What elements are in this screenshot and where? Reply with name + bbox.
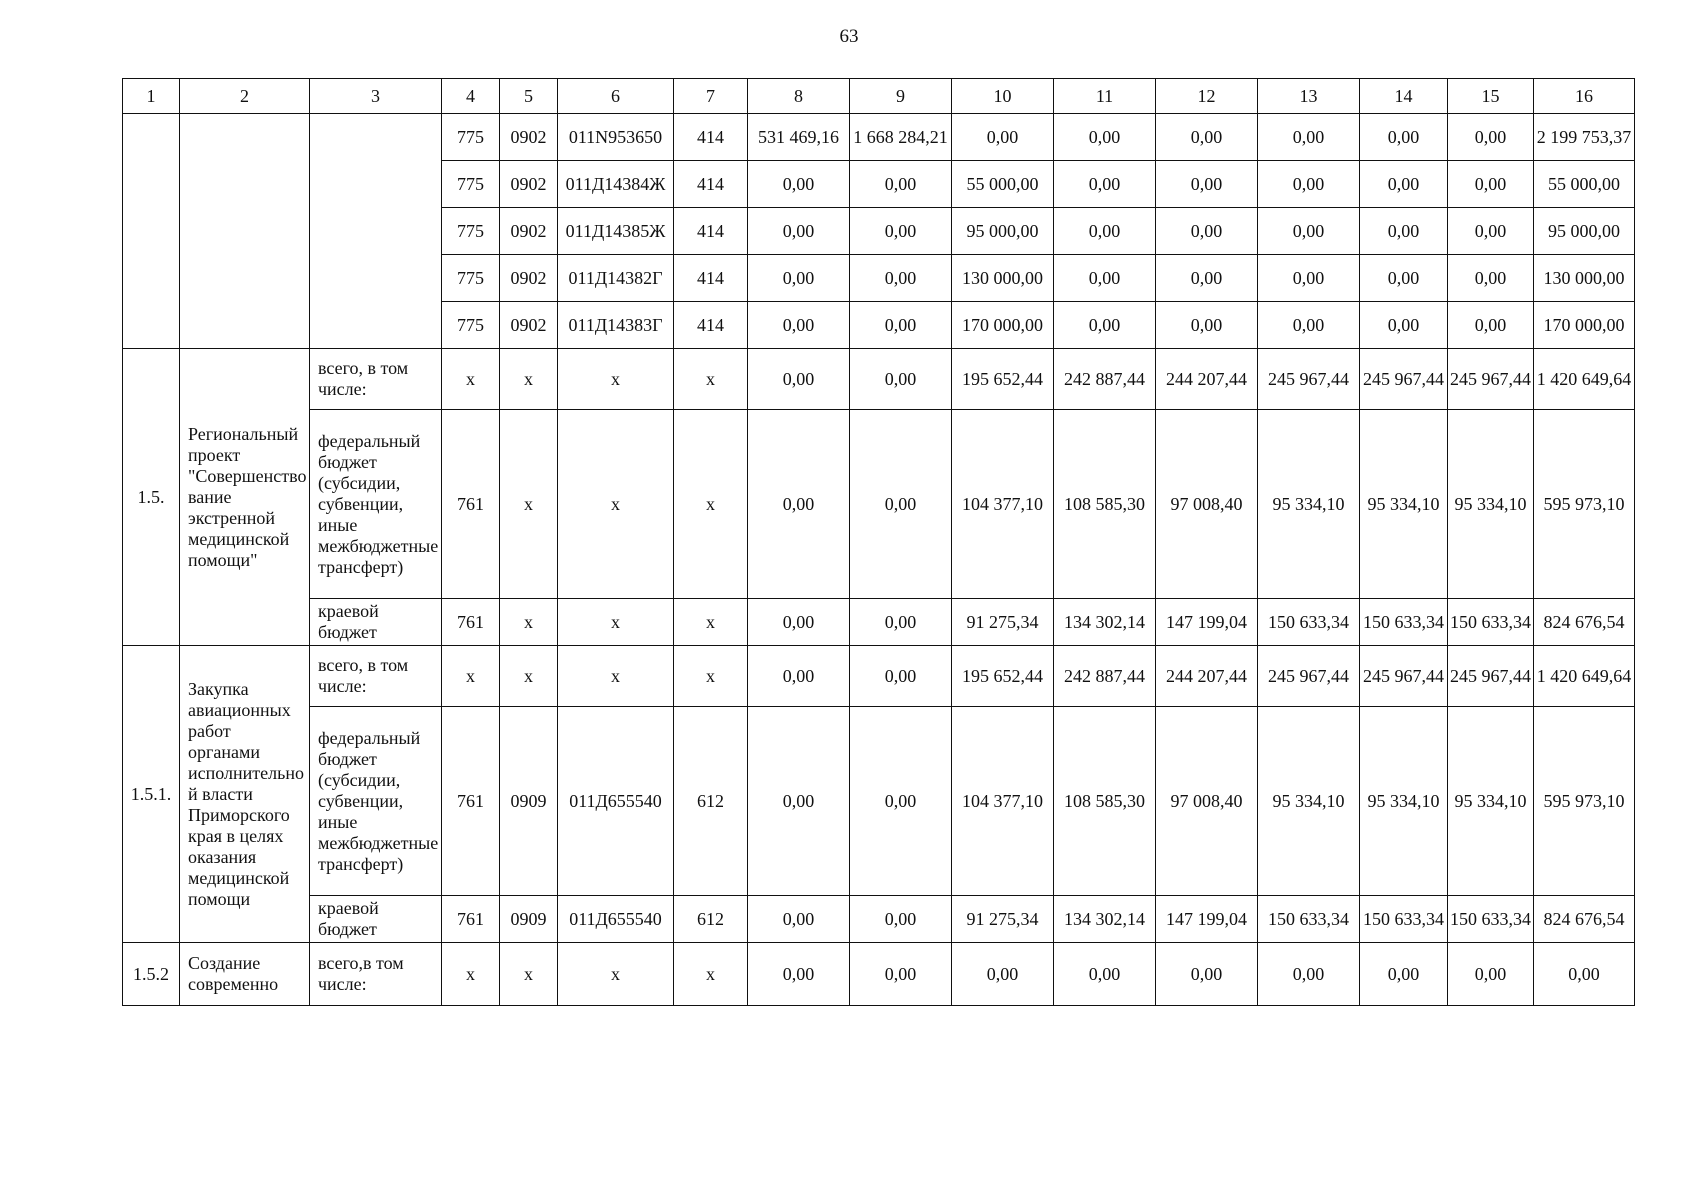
section-code-cell: х	[500, 599, 558, 646]
amount-cell: 595 973,10	[1534, 707, 1635, 896]
table-row	[123, 410, 1635, 599]
expense-type-cell: х	[674, 410, 748, 599]
amount-cell: 0,00	[1360, 114, 1448, 161]
funding-source-cell: федеральный бюджет (субсидии, субвенции, иные межбюджетные трансферт)	[310, 410, 442, 599]
amount-cell: 0,00	[850, 161, 952, 208]
amount-cell: 150 633,34	[1448, 599, 1534, 646]
amount-cell: 0,00	[1448, 161, 1534, 208]
target-code-cell: 011Д655540	[558, 896, 674, 943]
section-code-cell: х	[500, 410, 558, 599]
ministry-code-cell: х	[442, 349, 500, 410]
target-code-cell: 011N953650	[558, 114, 674, 161]
header-cell: 5	[500, 79, 558, 114]
target-code-cell: 011Д14385Ж	[558, 208, 674, 255]
amount-cell: 95 334,10	[1258, 707, 1360, 896]
target-code-cell: 011Д14383Г	[558, 302, 674, 349]
header-cell: 11	[1054, 79, 1156, 114]
funding-source-cell: федеральный бюджет (субсидии, субвенции, иные межбюджетные трансферт)	[310, 707, 442, 896]
expense-type-cell: 414	[674, 208, 748, 255]
amount-cell: 0,00	[850, 896, 952, 943]
amount-cell: 0,00	[1156, 114, 1258, 161]
amount-cell: 0,00	[748, 896, 850, 943]
funding-source-cell: краевой бюджет	[310, 896, 442, 943]
amount-cell: 0,00	[1360, 302, 1448, 349]
amount-cell: 0,00	[748, 302, 850, 349]
amount-cell: 0,00	[850, 349, 952, 410]
amount-cell: 0,00	[850, 410, 952, 599]
ministry-code-cell: 775	[442, 161, 500, 208]
amount-cell: 0,00	[1448, 302, 1534, 349]
amount-cell: 0,00	[850, 208, 952, 255]
amount-cell: 0,00	[1258, 255, 1360, 302]
amount-cell: 55 000,00	[1534, 161, 1635, 208]
expense-type-cell: 414	[674, 302, 748, 349]
amount-cell: 0,00	[1360, 208, 1448, 255]
header-cell: 3	[310, 79, 442, 114]
amount-cell: 0,00	[1448, 255, 1534, 302]
expense-type-cell: 612	[674, 707, 748, 896]
table-row	[123, 943, 1635, 1006]
amount-cell: 0,00	[1054, 114, 1156, 161]
expense-type-cell: 612	[674, 896, 748, 943]
amount-cell: 245 967,44	[1258, 646, 1360, 707]
amount-cell: 0,00	[748, 707, 850, 896]
amount-cell: 0,00	[850, 707, 952, 896]
row-number-cell: 1.5.1.	[123, 646, 180, 943]
amount-cell: 150 633,34	[1258, 896, 1360, 943]
amount-cell: 0,00	[1360, 161, 1448, 208]
amount-cell: 0,00	[1534, 943, 1635, 1006]
amount-cell: 0,00	[850, 302, 952, 349]
funding-source-cell: всего, в том числе:	[310, 646, 442, 707]
amount-cell: 0,00	[1054, 943, 1156, 1006]
amount-cell: 147 199,04	[1156, 896, 1258, 943]
amount-cell: 0,00	[1054, 208, 1156, 255]
amount-cell: 595 973,10	[1534, 410, 1635, 599]
ministry-code-cell: 761	[442, 410, 500, 599]
amount-cell: 134 302,14	[1054, 896, 1156, 943]
header-cell: 9	[850, 79, 952, 114]
target-code-cell: х	[558, 349, 674, 410]
expense-type-cell: 414	[674, 161, 748, 208]
funding-source-cell: всего,в том числе:	[310, 943, 442, 1006]
amount-cell: 245 967,44	[1360, 349, 1448, 410]
header-cell: 14	[1360, 79, 1448, 114]
expense-type-cell: 414	[674, 255, 748, 302]
table-row	[123, 599, 1635, 646]
row-name-cell: Создание современно	[180, 943, 310, 1006]
amount-cell: 104 377,10	[952, 410, 1054, 599]
amount-cell: 95 000,00	[952, 208, 1054, 255]
row-number-cell: 1.5.2	[123, 943, 180, 1006]
amount-cell: 0,00	[748, 646, 850, 707]
expense-type-cell: х	[674, 943, 748, 1006]
target-code-cell: х	[558, 410, 674, 599]
target-code-cell: 011Д655540	[558, 707, 674, 896]
expense-type-cell: х	[674, 599, 748, 646]
target-code-cell: х	[558, 599, 674, 646]
amount-cell: 0,00	[1156, 302, 1258, 349]
header-cell: 7	[674, 79, 748, 114]
table-row	[123, 896, 1635, 943]
expense-type-cell: х	[674, 646, 748, 707]
amount-cell: 0,00	[1156, 208, 1258, 255]
amount-cell: 147 199,04	[1156, 599, 1258, 646]
section-code-cell: 0902	[500, 114, 558, 161]
amount-cell: 97 008,40	[1156, 707, 1258, 896]
amount-cell: 95 334,10	[1360, 410, 1448, 599]
amount-cell: 1 420 649,64	[1534, 646, 1635, 707]
row-number-cell	[123, 114, 180, 349]
amount-cell: 0,00	[748, 161, 850, 208]
header-cell: 13	[1258, 79, 1360, 114]
amount-cell: 150 633,34	[1258, 599, 1360, 646]
amount-cell: 0,00	[748, 255, 850, 302]
ministry-code-cell: х	[442, 646, 500, 707]
ministry-code-cell: 775	[442, 208, 500, 255]
amount-cell: 95 334,10	[1258, 410, 1360, 599]
amount-cell: 0,00	[1258, 943, 1360, 1006]
row-name-cell: Закупка авиационных работ органами исполнительной власти Приморского края в целях оказания медицинской помощи	[180, 646, 310, 943]
amount-cell: 0,00	[1448, 114, 1534, 161]
amount-cell: 104 377,10	[952, 707, 1054, 896]
amount-cell: 0,00	[850, 599, 952, 646]
amount-cell: 0,00	[850, 943, 952, 1006]
amount-cell: 97 008,40	[1156, 410, 1258, 599]
amount-cell: 95 334,10	[1448, 410, 1534, 599]
section-code-cell: 0909	[500, 896, 558, 943]
amount-cell: 130 000,00	[1534, 255, 1635, 302]
section-code-cell: 0902	[500, 208, 558, 255]
amount-cell: 170 000,00	[952, 302, 1054, 349]
amount-cell: 0,00	[1448, 208, 1534, 255]
amount-cell: 0,00	[1054, 255, 1156, 302]
row-name-cell: Региональный проект "Совершенствование экстренной медицинской помощи"	[180, 349, 310, 646]
header-cell: 1	[123, 79, 180, 114]
continued-rows	[123, 114, 1635, 349]
amount-cell: 0,00	[748, 599, 850, 646]
amount-cell: 0,00	[748, 410, 850, 599]
amount-cell: 195 652,44	[952, 349, 1054, 410]
ministry-code-cell: 775	[442, 114, 500, 161]
amount-cell: 108 585,30	[1054, 410, 1156, 599]
amount-cell: 0,00	[1258, 114, 1360, 161]
amount-cell: 0,00	[952, 114, 1054, 161]
header-cell: 4	[442, 79, 500, 114]
section-code-cell: 0909	[500, 707, 558, 896]
amount-cell: 245 967,44	[1258, 349, 1360, 410]
funding-source-cell: краевой бюджет	[310, 599, 442, 646]
amount-cell: 150 633,34	[1360, 896, 1448, 943]
table-row	[123, 349, 1635, 410]
amount-cell: 0,00	[850, 646, 952, 707]
amount-cell: 242 887,44	[1054, 646, 1156, 707]
amount-cell: 245 967,44	[1448, 646, 1534, 707]
amount-cell: 0,00	[1156, 255, 1258, 302]
header-cell: 6	[558, 79, 674, 114]
amount-cell: 2 199 753,37	[1534, 114, 1635, 161]
amount-cell: 0,00	[748, 349, 850, 410]
amount-cell: 95 334,10	[1448, 707, 1534, 896]
amount-cell: 95 334,10	[1360, 707, 1448, 896]
amount-cell: 130 000,00	[952, 255, 1054, 302]
amount-cell: 531 469,16	[748, 114, 850, 161]
row-source-cell	[310, 114, 442, 349]
amount-cell: 0,00	[952, 943, 1054, 1006]
expense-type-cell: 414	[674, 114, 748, 161]
ministry-code-cell: 761	[442, 599, 500, 646]
row-number-cell: 1.5.	[123, 349, 180, 646]
header-cell: 15	[1448, 79, 1534, 114]
amount-cell: 245 967,44	[1360, 646, 1448, 707]
amount-cell: 824 676,54	[1534, 599, 1635, 646]
amount-cell: 242 887,44	[1054, 349, 1156, 410]
header-cell: 16	[1534, 79, 1635, 114]
ministry-code-cell: 761	[442, 896, 500, 943]
ministry-code-cell: х	[442, 943, 500, 1006]
amount-cell: 134 302,14	[1054, 599, 1156, 646]
amount-cell: 0,00	[748, 943, 850, 1006]
header-cell: 8	[748, 79, 850, 114]
amount-cell: 91 275,34	[952, 599, 1054, 646]
amount-cell: 0,00	[1360, 255, 1448, 302]
amount-cell: 1 668 284,21	[850, 114, 952, 161]
target-code-cell: 011Д14382Г	[558, 255, 674, 302]
table-row	[123, 707, 1635, 896]
amount-cell: 245 967,44	[1448, 349, 1534, 410]
amount-cell: 0,00	[1360, 943, 1448, 1006]
amount-cell: 170 000,00	[1534, 302, 1635, 349]
header-cell: 10	[952, 79, 1054, 114]
amount-cell: 0,00	[1156, 161, 1258, 208]
budget-table	[122, 78, 1635, 1006]
row-name-cell	[180, 114, 310, 349]
ministry-code-cell: 761	[442, 707, 500, 896]
amount-cell: 108 585,30	[1054, 707, 1156, 896]
amount-cell: 0,00	[1258, 208, 1360, 255]
ministry-code-cell: 775	[442, 302, 500, 349]
amount-cell: 150 633,34	[1360, 599, 1448, 646]
section-code-cell: 0902	[500, 302, 558, 349]
section-code-cell: 0902	[500, 255, 558, 302]
sections	[123, 349, 1635, 1006]
amount-cell: 91 275,34	[952, 896, 1054, 943]
amount-cell: 1 420 649,64	[1534, 349, 1635, 410]
amount-cell: 0,00	[850, 255, 952, 302]
target-code-cell: х	[558, 943, 674, 1006]
amount-cell: 0,00	[1448, 943, 1534, 1006]
header-cell: 2	[180, 79, 310, 114]
amount-cell: 244 207,44	[1156, 646, 1258, 707]
amount-cell: 0,00	[1156, 943, 1258, 1006]
amount-cell: 55 000,00	[952, 161, 1054, 208]
section-code-cell: х	[500, 349, 558, 410]
amount-cell: 0,00	[748, 208, 850, 255]
header-row	[123, 79, 1635, 114]
section-code-cell: х	[500, 646, 558, 707]
header-cell: 12	[1156, 79, 1258, 114]
amount-cell: 0,00	[1258, 161, 1360, 208]
amount-cell: 244 207,44	[1156, 349, 1258, 410]
amount-cell: 824 676,54	[1534, 896, 1635, 943]
funding-source-cell: всего, в том числе:	[310, 349, 442, 410]
amount-cell: 0,00	[1258, 302, 1360, 349]
table-row	[123, 646, 1635, 707]
table-row	[123, 114, 1635, 161]
amount-cell: 0,00	[1054, 161, 1156, 208]
section-code-cell: х	[500, 943, 558, 1006]
amount-cell: 195 652,44	[952, 646, 1054, 707]
target-code-cell: х	[558, 646, 674, 707]
ministry-code-cell: 775	[442, 255, 500, 302]
section-code-cell: 0902	[500, 161, 558, 208]
expense-type-cell: х	[674, 349, 748, 410]
target-code-cell: 011Д14384Ж	[558, 161, 674, 208]
page-number: 63	[839, 26, 859, 47]
amount-cell: 150 633,34	[1448, 896, 1534, 943]
amount-cell: 0,00	[1054, 302, 1156, 349]
amount-cell: 95 000,00	[1534, 208, 1635, 255]
